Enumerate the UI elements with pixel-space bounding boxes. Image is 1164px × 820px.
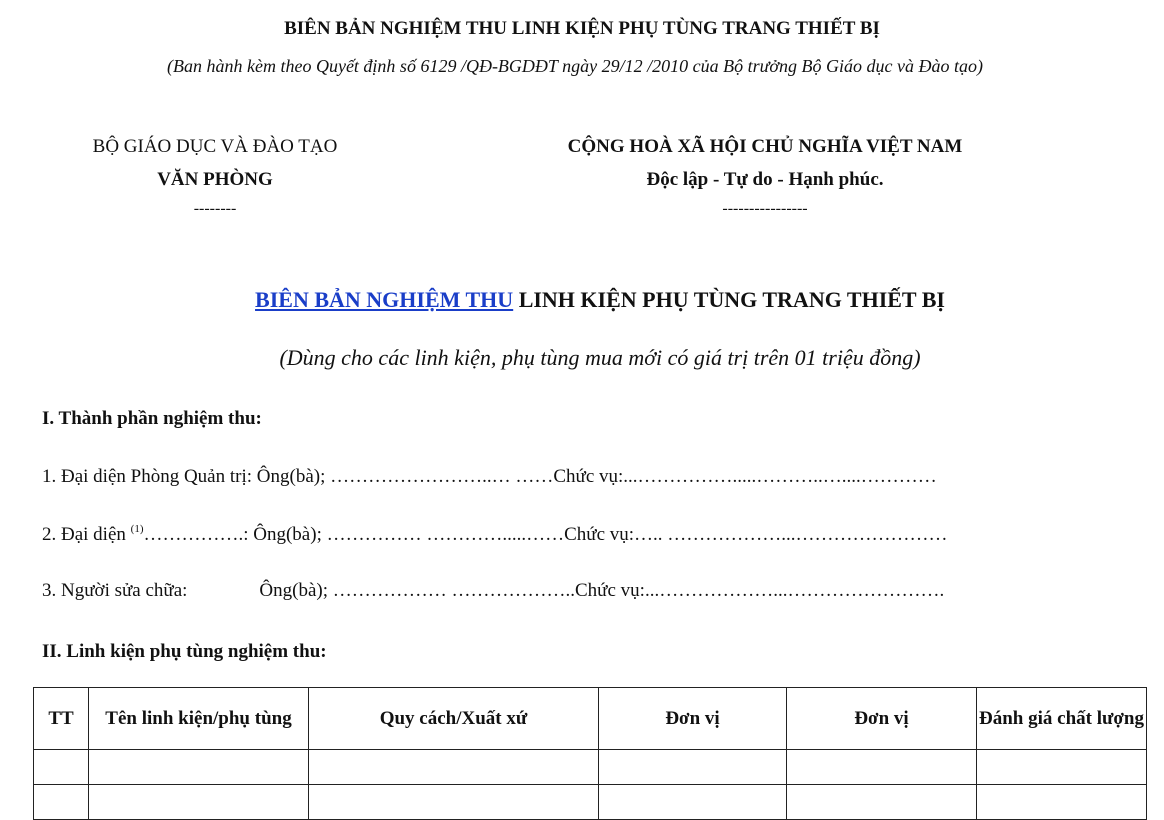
table-cell[interactable]: [34, 750, 89, 785]
main-title: [0, 287, 1164, 313]
main-title-rest: LINH KIỆN PHỤ TÙNG TRANG THIẾT BỊ: [513, 287, 945, 312]
section-2-heading: II. Linh kiện phụ tùng nghiệm thu:: [42, 641, 327, 662]
table-cell[interactable]: [309, 785, 599, 820]
right-divider: ----------------: [722, 200, 808, 217]
table-cell[interactable]: [599, 785, 787, 820]
participant-item-2: [42, 523, 948, 546]
country-name: CỘNG HOÀ XÃ HỘI CHỦ NGHĨA VIỆT NAM: [567, 136, 963, 157]
participant-item-1: 1. Đại diện Phòng Quản trị: Ông(bà); ……………………..… ……Chức vụ:...…………….....………..…....…………: [42, 466, 937, 487]
document-subtitle: (Ban hành kèm theo Quyết định số 6129 /QĐ-BGDĐT ngày 29/12 /2010 của Bộ trưởng Bộ Giáo dục và Đào tạo): [167, 56, 983, 76]
left-divider: --------: [193, 200, 237, 217]
participant-item-3: [42, 580, 944, 602]
main-subtitle: (Dùng cho các linh kiện, phụ tùng mua mới có giá trị trên 01 triệu đồng): [279, 345, 921, 370]
table-cell[interactable]: [787, 750, 977, 785]
table-cell[interactable]: [787, 785, 977, 820]
parts-table: [33, 687, 1147, 820]
col-header-unit-2: Đơn vị: [787, 688, 977, 750]
col-header-tt: TT: [34, 688, 89, 750]
table-cell[interactable]: [977, 750, 1147, 785]
national-motto-block: [540, 136, 990, 218]
main-title-link[interactable]: BIÊN BẢN NGHIỆM THU: [255, 287, 514, 312]
col-header-quality: Đánh giá chất lượng: [977, 688, 1147, 750]
section-1-heading: I. Thành phần nghiệm thu:: [42, 408, 262, 429]
national-motto: Độc lập - Tự do - Hạnh phúc.: [646, 169, 884, 190]
col-header-spec-origin: Quy cách/Xuất xứ: [309, 688, 599, 750]
footnote-marker: (1): [130, 523, 144, 535]
col-header-unit: Đơn vị: [599, 688, 787, 750]
table-cell[interactable]: [89, 785, 309, 820]
document-title: BIÊN BẢN NGHIỆM THU LINH KIỆN PHỤ TÙNG TRANG THIẾT BỊ: [284, 18, 880, 39]
table-cell[interactable]: [89, 750, 309, 785]
item-3-label: 3. Người sửa chữa:: [42, 580, 188, 601]
table-row: [34, 750, 1147, 785]
item-2-prefix: 2. Đại diện: [42, 524, 131, 545]
table-header-row: [34, 688, 1147, 750]
table-row: [34, 785, 1147, 820]
item-3-rest: Ông(bà); ……………… ………………..Chức vụ:...………………...…………………….: [259, 580, 945, 601]
office-name: VĂN PHÒNG: [157, 169, 273, 190]
issuing-agency-block: [40, 136, 390, 218]
ministry-name: BỘ GIÁO DỤC VÀ ĐÀO TẠO: [92, 136, 338, 157]
table-cell[interactable]: [309, 750, 599, 785]
table-cell[interactable]: [977, 785, 1147, 820]
item-2-rest: …………….: Ông(bà); …………… ………….....……Chức vụ:….. ………………...……………………: [143, 524, 948, 545]
table-cell[interactable]: [599, 750, 787, 785]
col-header-part-name: Tên linh kiện/phụ tùng: [89, 688, 309, 750]
table-cell[interactable]: [34, 785, 89, 820]
